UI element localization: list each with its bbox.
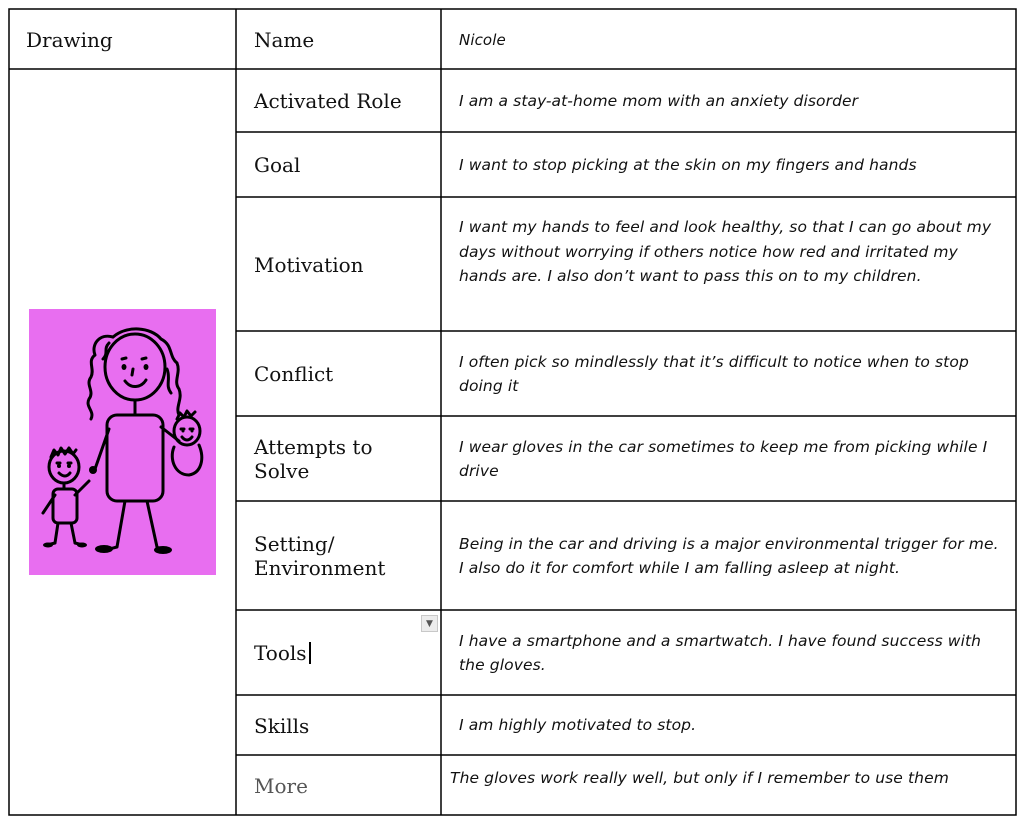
name-value: Nicole (459, 31, 506, 49)
row-value-goal: I want to stop picking at the skin on my fingers and hands (459, 155, 917, 174)
row-value-tools: I have a smartphone and a smartwatch. I have found success with the gloves. (459, 631, 982, 674)
row-label-tools[interactable] (237, 611, 441, 695)
chevron-down-icon[interactable]: ▼ (421, 615, 438, 632)
row-value-motivation: I want my hands to feel and look healthy, so that I can go about my days without worrying if others notice how red and irritated my hands are. I also don’t want to pass this on to my children. (459, 218, 992, 285)
row-value-activated-role: I am a stay-at-home mom with an anxiety disorder (459, 91, 859, 110)
row-value-setting: Being in the car and driving is a major environmental trigger for me. I also do it for comfort while I am falling asleep at night. (459, 534, 999, 577)
text-cursor (309, 642, 311, 664)
row-label-activated-role: Activated Role (254, 89, 402, 113)
name-header: Name (254, 27, 315, 52)
row-label-goal: Goal (254, 153, 301, 177)
row-label-conflict: Conflict (254, 362, 334, 386)
row-value-attempts: I wear gloves in the car sometimes to keep me from picking while I drive (459, 437, 988, 480)
tools-label-text: Tools (254, 641, 307, 665)
row-value-skills: I am highly motivated to stop. (459, 716, 697, 735)
row-label-more: More (254, 773, 308, 798)
row-label-setting: Setting/ Environment (254, 532, 386, 580)
persona-drawing (29, 309, 216, 575)
row-label-motivation: Motivation (254, 252, 364, 277)
row-value-conflict: I often pick so mindlessly that it’s difficult to notice when to stop doing it (459, 352, 969, 395)
row-value-more: The gloves work really well, but only if I remember to use them (450, 769, 949, 787)
row-label-attempts: Attempts to Solve (254, 435, 373, 483)
row-label-skills: Skills (254, 713, 310, 738)
drawing-header: Drawing (26, 27, 113, 52)
